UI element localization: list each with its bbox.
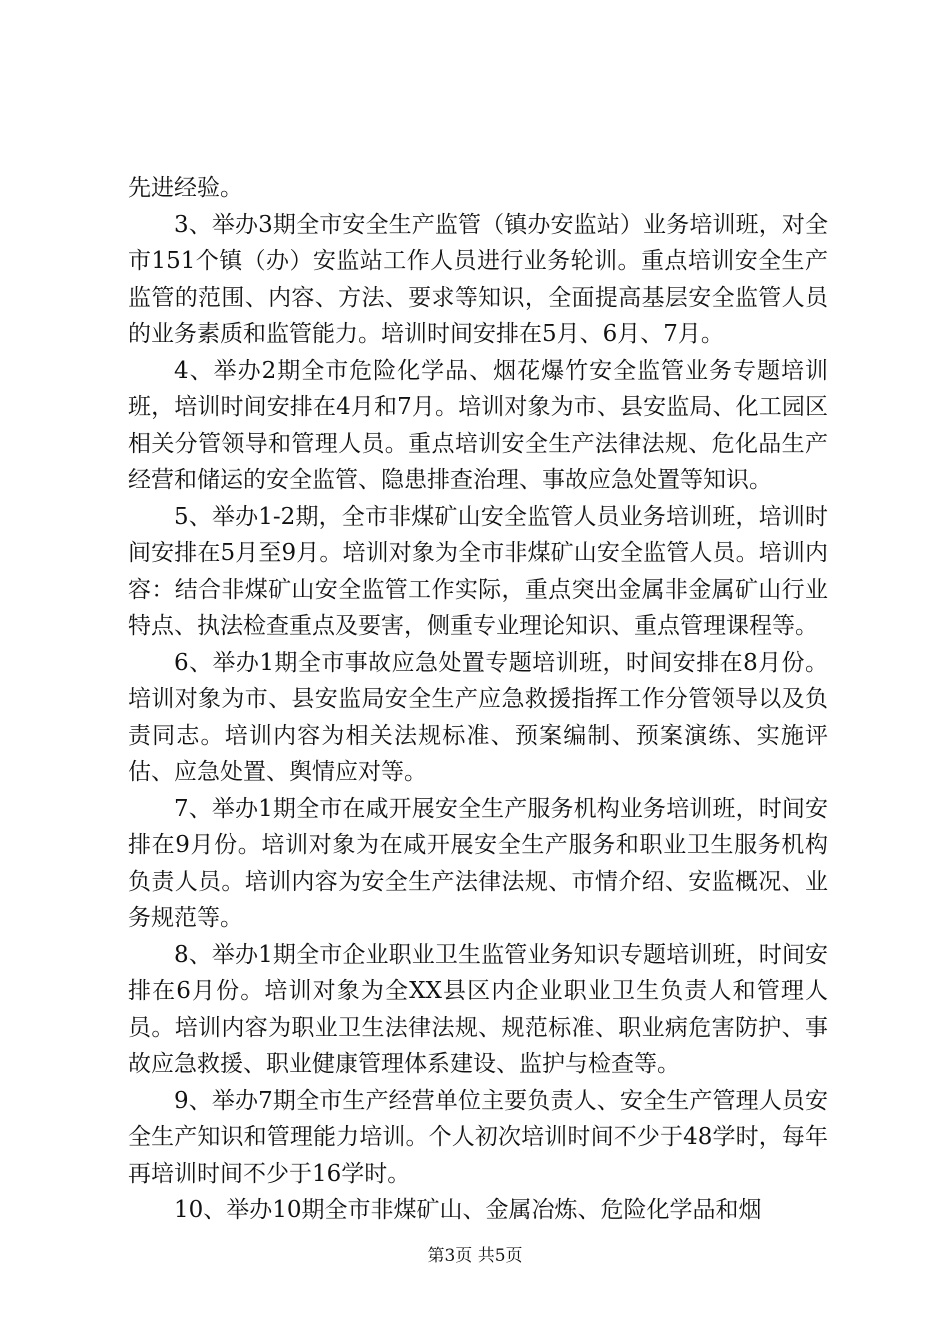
paragraph-item-5: 5、举办1-2期，全市非煤矿山安全监管人员业务培训班，培训时间安排在5月至9月。培训对象为全市非煤矿山安全监管人员。培训内容：结合非煤矿山安全监管工作实际，重点突出金属非金属矿山行业特点、执法检查重点及要害，侧重专业理论知识、重点管理课程等。 (128, 503, 828, 639)
paragraph-item-8: 8、举办1期全市企业职业卫生监管业务知识专题培训班，时间安排在6月份。培训对象为全XX县区内企业职业卫生负责人和管理人员。培训内容为职业卫生法律法规、规范标准、职业病危害防护、事故应急救援、职业健康管理体系建设、监护与检查等。 (128, 941, 828, 1077)
document-body (128, 170, 828, 1229)
page-number-footer: 第3页 共5页 (427, 1246, 523, 1266)
paragraph-item-7: 7、举办1期全市在咸开展安全生产服务机构业务培训班，时间安排在9月份。培训对象为在咸开展安全生产服务和职业卫生服务机构负责人员。培训内容为安全生产法律法规、市情介绍、安监概况、业务规范等。 (128, 795, 828, 931)
paragraph-item-3: 3、举办3期全市安全生产监管（镇办安监站）业务培训班，对全市151个镇（办）安监站工作人员进行业务轮训。重点培训安全生产监管的范围、内容、方法、要求等知识，全面提高基层安全监管人员的业务素质和监管能力。培训时间安排在5月、6月、7月。 (128, 211, 828, 347)
paragraph-item-10: 10、举办10期全市非煤矿山、金属冶炼、危险化学品和烟 (174, 1197, 762, 1223)
paragraph-continuation: 先进经验。 (128, 175, 243, 201)
paragraph-item-6: 6、举办1期全市事故应急处置专题培训班，时间安排在8月份。培训对象为市、县安监局安全生产应急救援指挥工作分管领导以及负责同志。培训内容为相关法规标准、预案编制、预案演练、实施评估、应急处置、舆情应对等。 (128, 649, 828, 785)
paragraph-item-9: 9、举办7期全市生产经营单位主要负责人、安全生产管理人员安全生产知识和管理能力培训。个人初次培训时间不少于48学时，每年再培训时间不少于16学时。 (128, 1087, 828, 1187)
paragraph-item-4: 4、举办2期全市危险化学品、烟花爆竹安全监管业务专题培训班，培训时间安排在4月和7月。培训对象为市、县安监局、化工园区相关分管领导和管理人员。重点培训安全生产法律法规、危化品生产经营和储运的安全监管、隐患排查治理、事故应急处置等知识。 (128, 357, 828, 493)
